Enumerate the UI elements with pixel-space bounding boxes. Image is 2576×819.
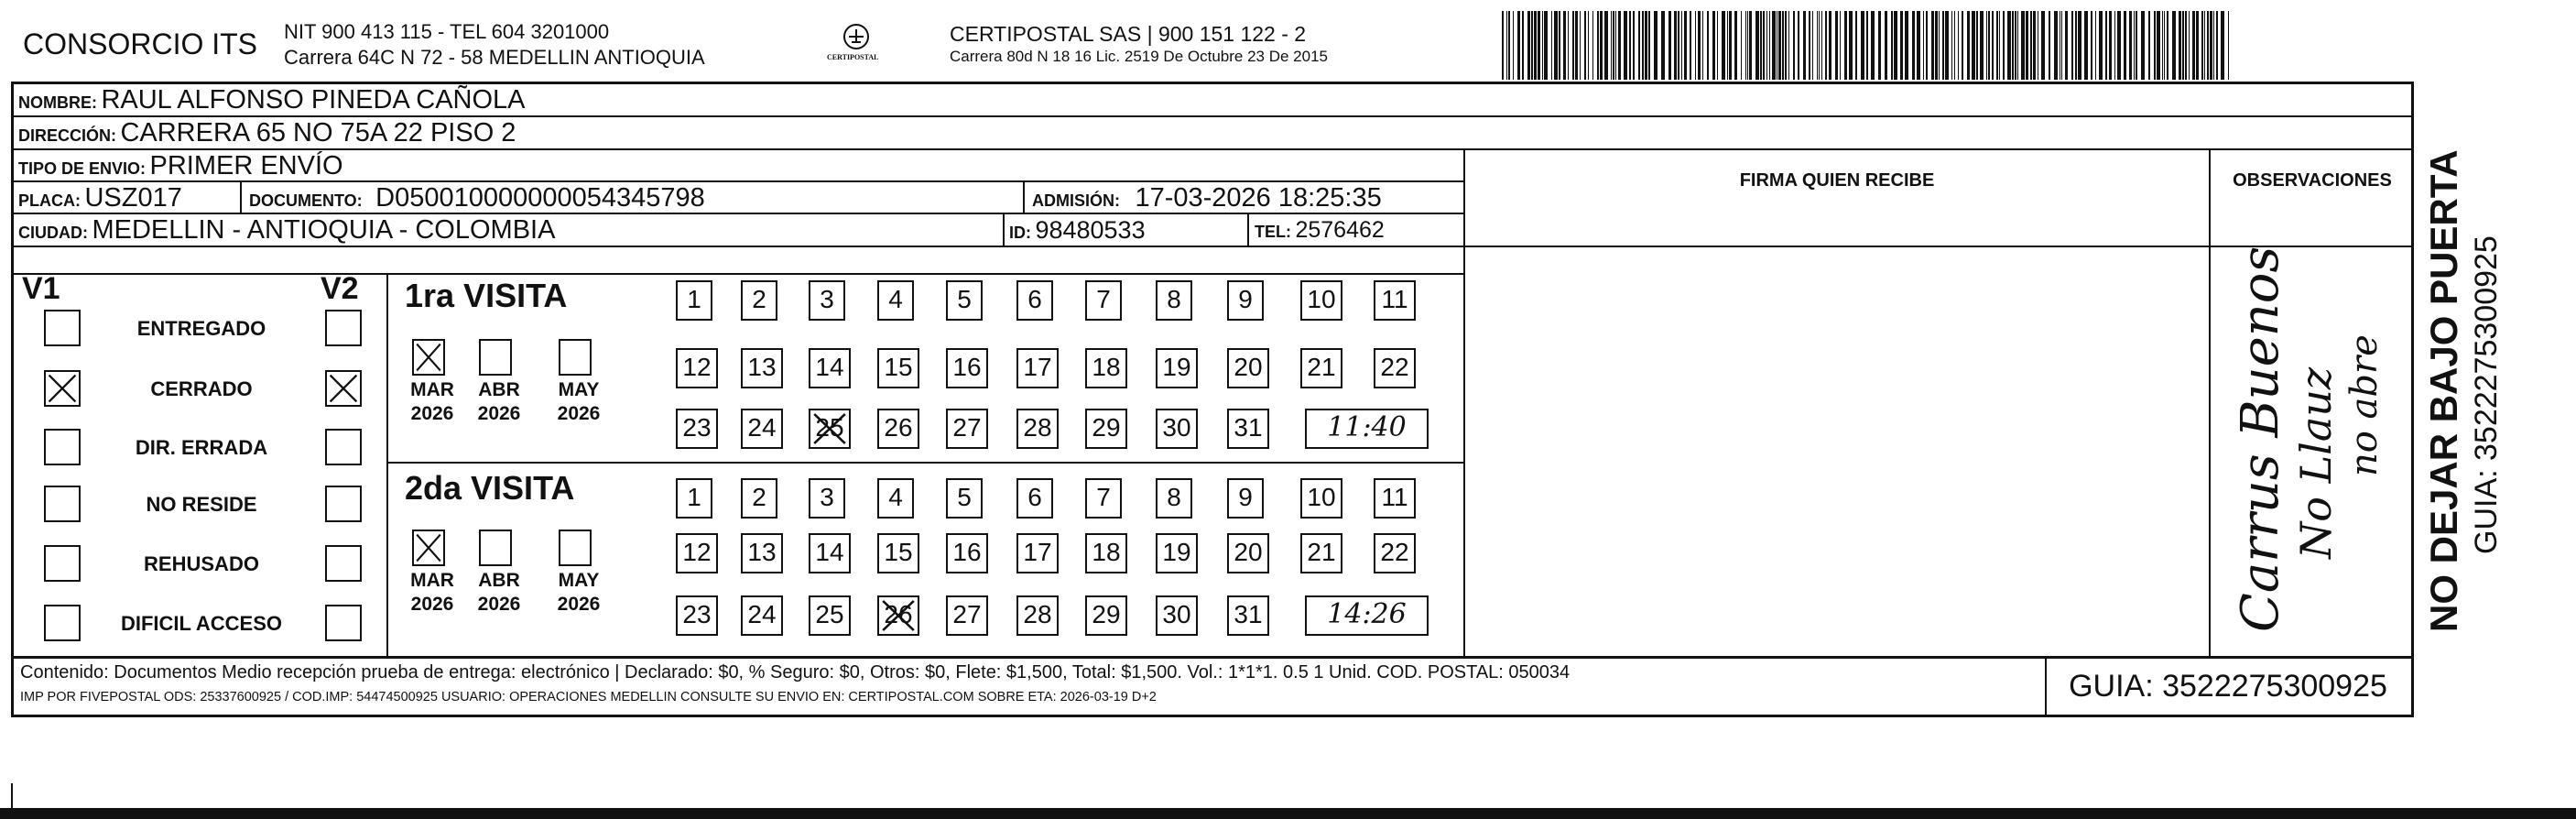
v2-checkbox[interactable] xyxy=(325,429,362,465)
reason-label: NO RESIDE xyxy=(146,493,257,516)
month-label: MAR xyxy=(410,570,454,591)
day-box[interactable]: 8 xyxy=(1156,478,1192,519)
month-checkbox[interactable] xyxy=(479,339,512,376)
bottom-band xyxy=(0,808,2576,819)
v1-checkbox[interactable] xyxy=(44,486,81,522)
tipo-value: PRIMER ENVÍO xyxy=(149,151,343,180)
v1-checkbox[interactable] xyxy=(44,310,81,346)
tel-value: 2576462 xyxy=(1295,217,1385,243)
day-box[interactable]: 13 xyxy=(741,348,783,388)
day-box[interactable]: 1 xyxy=(676,280,712,321)
day-box[interactable]: 6 xyxy=(1016,478,1053,519)
reason-label: CERRADO xyxy=(150,377,253,400)
observaciones-header: OBSERVACIONES xyxy=(2233,170,2392,191)
month-checkbox[interactable] xyxy=(412,339,445,376)
month-label: MAR xyxy=(410,379,454,400)
day-box[interactable]: 23 xyxy=(676,595,718,636)
day-box[interactable]: 11 xyxy=(1374,478,1416,519)
side-warning: NO DEJAR BAJO PUERTA xyxy=(2422,149,2465,632)
day-box[interactable]: 20 xyxy=(1227,348,1269,388)
day-box[interactable]: 23 xyxy=(676,409,718,449)
id-value: 98480533 xyxy=(1035,216,1146,244)
day-box[interactable]: 26 xyxy=(877,595,919,636)
v1-checkbox[interactable] xyxy=(44,545,81,582)
side-guia: GUIA: 3522275300925 xyxy=(2469,235,2504,554)
direccion-row xyxy=(18,117,516,148)
ciudad-label: CIUDAD: xyxy=(18,224,88,242)
month-label: MAY xyxy=(558,570,600,591)
placa-field xyxy=(18,182,182,213)
v2-label: V2 xyxy=(321,271,359,306)
month-label: MAY xyxy=(558,379,600,400)
handwritten-note-2: No Llauz xyxy=(2291,366,2341,559)
day-box[interactable]: 20 xyxy=(1227,533,1269,573)
day-box[interactable]: 19 xyxy=(1156,533,1198,573)
day-box[interactable]: 16 xyxy=(946,348,988,388)
day-box[interactable]: 30 xyxy=(1156,409,1198,449)
month-checkbox[interactable] xyxy=(479,530,512,566)
day-box[interactable]: 18 xyxy=(1085,533,1127,573)
reason-label: ENTREGADO xyxy=(136,317,266,340)
placa-value: USZ017 xyxy=(84,183,182,213)
day-box[interactable]: 10 xyxy=(1300,478,1342,519)
month-checkbox[interactable] xyxy=(559,530,592,566)
day-box[interactable]: 8 xyxy=(1156,280,1192,321)
tel-field xyxy=(1255,214,1385,246)
reason-label: REHUSADO xyxy=(144,552,259,575)
reason-label: DIFICIL ACCESO xyxy=(120,612,282,635)
documento-value: D050010000000054345798 xyxy=(375,183,705,213)
day-box[interactable]: 22 xyxy=(1374,348,1416,388)
day-box[interactable]: 15 xyxy=(877,533,919,573)
second-visit-title: 2da VISITA xyxy=(405,469,575,507)
day-box[interactable]: 25 xyxy=(809,595,851,636)
day-box[interactable]: 19 xyxy=(1156,348,1198,388)
id-label: ID: xyxy=(1009,224,1031,242)
barcode-bars xyxy=(1502,11,2234,80)
firma-area[interactable] xyxy=(1465,247,2209,656)
v2-checkbox[interactable] xyxy=(325,486,362,522)
day-box[interactable]: 10 xyxy=(1300,280,1342,321)
day-box[interactable]: 12 xyxy=(676,533,718,573)
day-box[interactable]: 26 xyxy=(877,409,919,449)
month-label: ABR xyxy=(478,570,520,591)
barcode xyxy=(1502,11,2234,80)
v2-checkbox[interactable] xyxy=(325,370,362,407)
day-box[interactable]: 9 xyxy=(1227,478,1264,519)
day-box[interactable]: 18 xyxy=(1085,348,1127,388)
v2-checkbox[interactable] xyxy=(325,605,362,641)
month-checkbox[interactable] xyxy=(559,339,592,376)
reason-label: DIR. ERRADA xyxy=(135,436,268,459)
day-box[interactable]: 1 xyxy=(676,478,712,519)
ciudad-field xyxy=(18,214,555,246)
day-box[interactable]: 6 xyxy=(1016,280,1053,321)
v1-checkbox[interactable] xyxy=(44,429,81,465)
v2-checkbox[interactable] xyxy=(325,310,362,346)
v2-checkbox[interactable] xyxy=(325,545,362,582)
day-box[interactable]: 21 xyxy=(1300,533,1342,573)
admision-value: 17-03-2026 18:25:35 xyxy=(1135,183,1382,213)
v1-label: V1 xyxy=(22,271,60,306)
day-box[interactable]: 17 xyxy=(1016,533,1059,573)
day-box[interactable]: 24 xyxy=(741,409,783,449)
nombre-value: RAUL ALFONSO PINEDA CAÑOLA xyxy=(101,85,526,115)
day-box[interactable]: 28 xyxy=(1016,595,1059,636)
id-field xyxy=(1009,214,1146,246)
bottom-tick xyxy=(11,783,13,808)
day-box[interactable]: 14 xyxy=(809,533,851,573)
day-box[interactable]: 31 xyxy=(1227,595,1269,636)
footer-guia: GUIA: 3522275300925 xyxy=(2069,669,2387,704)
day-box[interactable]: 17 xyxy=(1016,348,1059,388)
year-label: 2026 xyxy=(410,594,454,615)
courier-address: Carrera 80d N 18 16 Lic. 2519 De Octubre 23 De 2015 xyxy=(950,48,1328,65)
day-box[interactable]: 4 xyxy=(877,478,914,519)
day-box[interactable]: 2 xyxy=(741,280,777,321)
day-box[interactable]: 21 xyxy=(1300,348,1342,388)
day-box[interactable]: 5 xyxy=(946,478,983,519)
year-label: 2026 xyxy=(557,403,601,424)
courier-name: CERTIPOSTAL SAS | 900 151 122 - 2 xyxy=(950,22,1307,46)
direccion-label: DIRECCIÓN: xyxy=(18,126,116,145)
day-box[interactable]: 2 xyxy=(741,478,777,519)
year-label: 2026 xyxy=(557,594,601,615)
day-box[interactable]: 9 xyxy=(1227,280,1264,321)
documento-label: DOCUMENTO: xyxy=(249,191,363,210)
firma-header: FIRMA QUIEN RECIBE xyxy=(1739,170,1935,191)
day-box[interactable]: 16 xyxy=(946,533,988,573)
company-name: CONSORCIO ITS xyxy=(23,27,258,60)
day-box[interactable]: 14 xyxy=(809,348,851,388)
day-box[interactable]: 28 xyxy=(1016,409,1059,449)
day-box[interactable]: 25 xyxy=(809,409,851,449)
admision-label: ADMISIÓN: xyxy=(1032,191,1120,210)
day-box[interactable]: 22 xyxy=(1374,533,1416,573)
tipo-row xyxy=(18,150,343,181)
visit-time-box[interactable]: 14:26 xyxy=(1305,595,1429,636)
nombre-row xyxy=(18,84,526,115)
v1-checkbox[interactable] xyxy=(44,605,81,641)
admision-field xyxy=(1032,182,1382,213)
placa-label: PLACA: xyxy=(18,191,81,210)
company-address: Carrera 64C N 72 - 58 MEDELLIN ANTIOQUIA xyxy=(284,46,705,69)
year-label: 2026 xyxy=(477,594,521,615)
ciudad-value: MEDELLIN - ANTIOQUIA - COLOMBIA xyxy=(92,215,556,245)
nombre-label: NOMBRE: xyxy=(18,93,97,112)
day-box[interactable]: 31 xyxy=(1227,409,1269,449)
day-box[interactable]: 3 xyxy=(809,280,845,321)
documento-field xyxy=(249,182,705,213)
day-box[interactable]: 7 xyxy=(1085,280,1122,321)
day-box[interactable]: 4 xyxy=(877,280,914,321)
logo-text: CERTIPOSTAL xyxy=(827,53,879,61)
handwritten-note-1: Carrus Buenos xyxy=(2231,246,2290,632)
day-box[interactable]: 7 xyxy=(1085,478,1122,519)
year-label: 2026 xyxy=(477,403,521,424)
logo-icon xyxy=(829,18,884,73)
month-checkbox[interactable] xyxy=(412,530,445,566)
day-box[interactable]: 30 xyxy=(1156,595,1198,636)
handwritten-note-3: no abre xyxy=(2343,334,2386,476)
tipo-label: TIPO DE ENVIO: xyxy=(18,159,147,178)
certipostal-logo xyxy=(829,18,884,73)
year-label: 2026 xyxy=(410,403,454,424)
footer-print-info: IMP POR FIVEPOSTAL ODS: 25337600925 / COD.IMP: 54474500925 USUARIO: OPERACIONES MEDELLIN CONSULTE SU ENVIO EN: CERTIPOSTAL.COM SOBRE ETA: 2026-03-19 D+2 xyxy=(20,690,1157,704)
day-box[interactable]: 27 xyxy=(946,595,988,636)
v1-checkbox[interactable] xyxy=(44,370,81,407)
day-box[interactable]: 24 xyxy=(741,595,783,636)
first-visit-title: 1ra VISITA xyxy=(405,277,568,314)
footer-content: Contenido: Documentos Medio recepción prueba de entrega: electrónico | Declarado: $0, % Seguro: $0, Otros: $0, Flete: $1,500, Total: $1,500. Vol.: 1*1*1. 0.5 1 Unid. COD. POSTAL: 050034 xyxy=(20,662,1571,682)
day-box[interactable]: 12 xyxy=(676,348,718,388)
visit-time-box[interactable]: 11:40 xyxy=(1305,409,1429,449)
day-box[interactable]: 29 xyxy=(1085,409,1127,449)
company-nit: NIT 900 413 115 - TEL 604 3201000 xyxy=(284,20,610,43)
day-box[interactable]: 27 xyxy=(946,409,988,449)
month-label: ABR xyxy=(478,379,520,400)
day-box[interactable]: 5 xyxy=(946,280,983,321)
day-box[interactable]: 3 xyxy=(809,478,845,519)
day-box[interactable]: 15 xyxy=(877,348,919,388)
header xyxy=(0,0,2576,82)
day-box[interactable]: 13 xyxy=(741,533,783,573)
direccion-value: CARRERA 65 NO 75A 22 PISO 2 xyxy=(120,118,516,147)
day-box[interactable]: 11 xyxy=(1374,280,1416,321)
observaciones-area[interactable] xyxy=(2211,247,2411,656)
day-box[interactable]: 29 xyxy=(1085,595,1127,636)
tel-label: TEL: xyxy=(1255,223,1291,241)
